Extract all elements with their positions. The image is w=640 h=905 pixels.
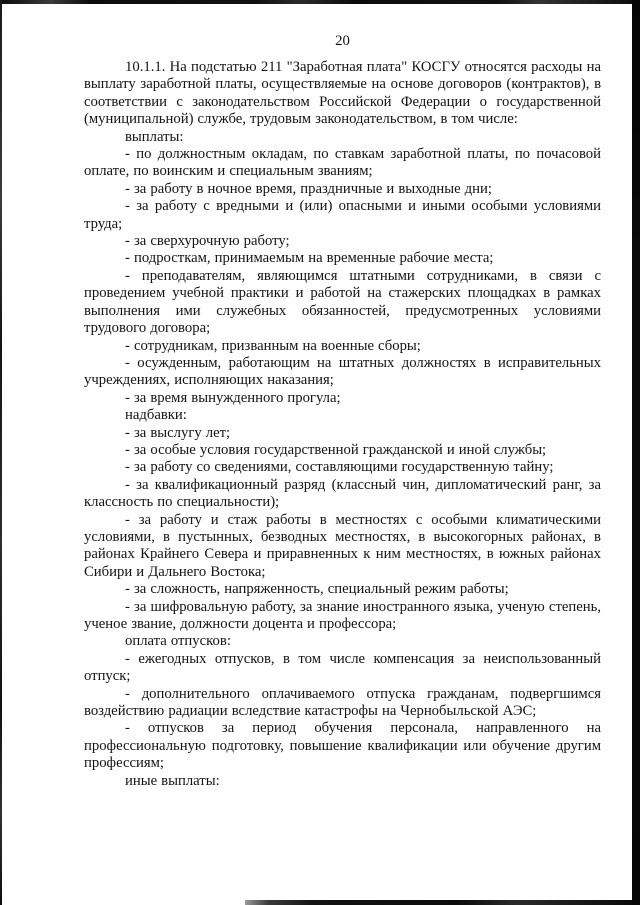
paragraph: - за работу в ночное время, праздничные и выходные дни; (125, 180, 492, 197)
paragraph: - отпусков за период обучения персонала, направленного на профессиональную подготовку, повышение квалификации или обучение другим профессиям; (84, 720, 601, 772)
document-body (84, 59, 601, 790)
paragraph: - за особые условия государственной гражданской и иной службы; (125, 441, 547, 458)
paragraph: 10.1.1. На подстатью 211 "Заработная плата" КОСГУ относятся расходы на выплату заработной платы, осуществляемые на основе договоров (контрактов), в соответствии с законодательством Российской Федерации о государственной (муниципальной) службе, трудовым законодательством, в том числе: (84, 59, 601, 128)
scan-edge-bottom (245, 900, 632, 905)
paragraph: - преподавателям, являющимся штатными сотрудниками, в связи с проведением учебной практики и работой на стажерских площадках в рамках выполнения ими служебных обязанностей, предусмотренных условиями трудового договора; (84, 267, 601, 337)
paragraph: - за работу со сведениями, составляющими государственную тайну; (125, 459, 554, 476)
paragraph: - за квалификационный разряд (классный чин, дипломатический ранг, за классность по специальности); (84, 476, 601, 511)
paragraph: - за работу и стаж работы в местностях с особыми климатическими условиями, в пустынных, безводных местностях, в высокогорных районах, в районах Крайнего Севера и приравненных к ним местностях, в южных районах Сибири и Дальнего Востока; (84, 511, 601, 580)
paragraph: - за время вынужденного прогула; (125, 389, 341, 406)
paragraph: надбавки: (125, 407, 187, 424)
scan-edge-left (0, 0, 2, 905)
paragraph: выплаты: (125, 128, 184, 145)
paragraph: - осужденным, работающим на штатных должностях в исправительных учреждениях, исполняющих наказания; (84, 354, 601, 389)
paragraph: - за шифровальную работу, за знание иностранного языка, ученую степень, ученое звание, должности доцента и профессора; (84, 598, 601, 632)
paragraph: - сотрудникам, призванным на военные сборы; (125, 337, 421, 354)
scan-edge-right (632, 0, 640, 905)
paragraph: - за сверхурочную работу; (125, 233, 290, 250)
paragraph: оплата отпусков: (125, 633, 231, 650)
paragraph: иные выплаты: (125, 772, 220, 789)
paragraph: - за сложность, напряженность, специальный режим работы; (125, 581, 509, 598)
paragraph: - ежегодных отпусков, в том числе компенсация за неиспользованный отпуск; (84, 650, 601, 685)
paragraph: - подросткам, принимаемым на временные рабочие места; (125, 250, 494, 267)
paragraph: - по должностным окладам, по ставкам заработной платы, по почасовой оплате, по воинским и специальным званиям; (84, 146, 601, 180)
paragraph: - дополнительного оплачиваемого отпуска гражданам, подвергшимся воздействию радиации вследствие катастрофы на Чернобыльской АЭС; (84, 685, 601, 720)
paragraph: - за работу с вредными и (или) опасными и иными особыми условиями труда; (84, 198, 601, 232)
page-number: 20 (335, 33, 350, 49)
paragraph: - за выслугу лет; (125, 424, 231, 441)
page-content (84, 0, 601, 790)
